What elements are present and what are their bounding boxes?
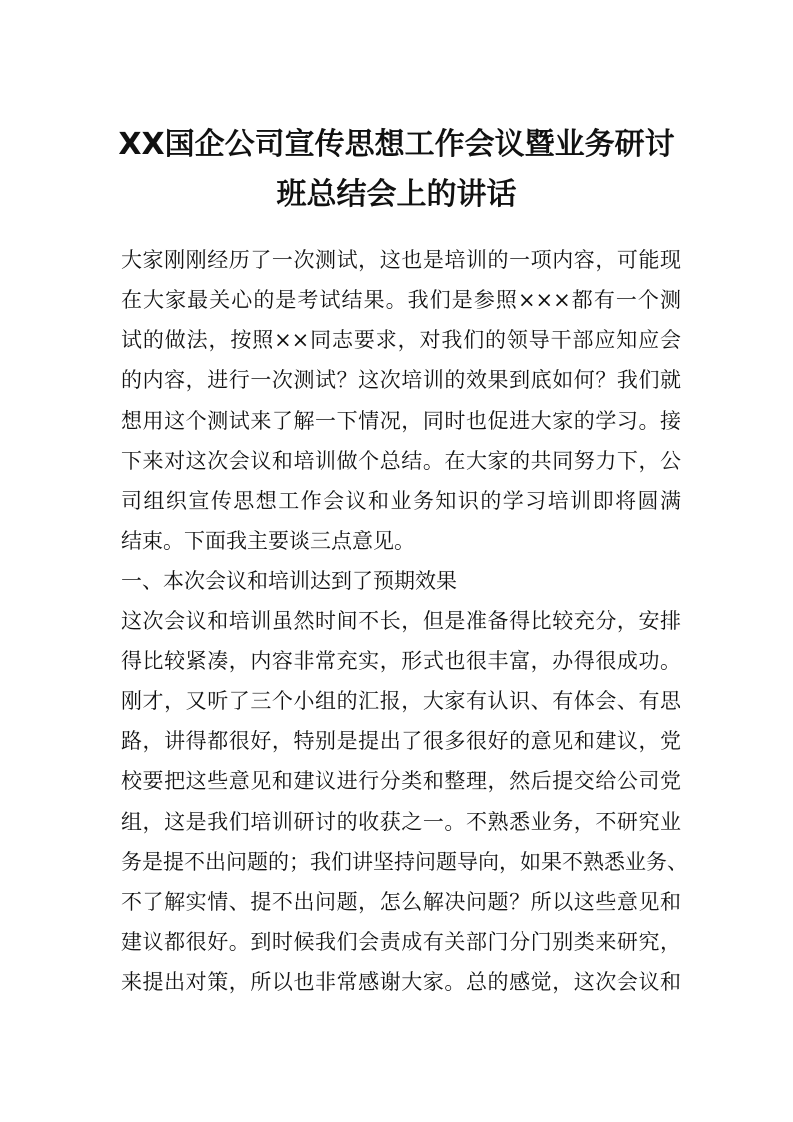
body-line: 校要把这些意见和建议进行分类和整理，然后提交给公司党 — [121, 769, 681, 793]
body-line: 想用这个测试来了解一下情况，同时也促进大家的学习。接 — [121, 409, 681, 433]
body-line: 得比较紧凑，内容非常充实，形式也很丰富，办得很成功。 — [121, 649, 681, 673]
body-line: 下来对这次会议和培训做个总结。在大家的共同努力下，公 — [121, 449, 681, 473]
body-line: 的内容，进行一次测试？这次培训的效果到底如何？我们就 — [121, 368, 681, 392]
body-line: 在大家最关心的是考试结果。我们是参照×××都有一个测 — [121, 288, 681, 312]
body-line: 不了解实情、提不出问题，怎么解决问题？所以这些意见和 — [121, 890, 681, 914]
body-line: 试的做法，按照××同志要求，对我们的领导干部应知应会 — [121, 328, 681, 352]
body-line: 大家刚刚经历了一次测试，这也是培训的一项内容，可能现 — [121, 248, 681, 272]
body-line: 司组织宣传思想工作会议和业务知识的学习培训即将圆满 — [121, 489, 681, 513]
body-line: 务是提不出问题的；我们讲坚持问题导向，如果不熟悉业务、 — [121, 850, 688, 874]
body-line: 组，这是我们培训研讨的收获之一。不熟悉业务，不研究业 — [121, 810, 681, 834]
section-heading: 一、本次会议和培训达到了预期效果 — [121, 569, 457, 593]
document-title-line-2: 班总结会上的讲话 — [276, 177, 517, 212]
body-line: 刚才，又听了三个小组的汇报，大家有认识、有体会、有思 — [121, 689, 681, 713]
body-line: 路，讲得都很好，特别是提出了很多很好的意见和建议，党 — [121, 729, 681, 753]
body-line: 来提出对策，所以也非常感谢大家。总的感觉，这次会议和 — [121, 970, 681, 994]
body-line: 结束。下面我主要谈三点意见。 — [121, 529, 415, 553]
body-line: 这次会议和培训虽然时间不长，但是准备得比较充分，安排 — [121, 609, 681, 633]
body-line: 建议都很好。到时候我们会责成有关部门分门别类来研究， — [121, 930, 681, 954]
document-title-line-1: XX国企公司宣传思想工作会议暨业务研讨 — [118, 127, 675, 162]
